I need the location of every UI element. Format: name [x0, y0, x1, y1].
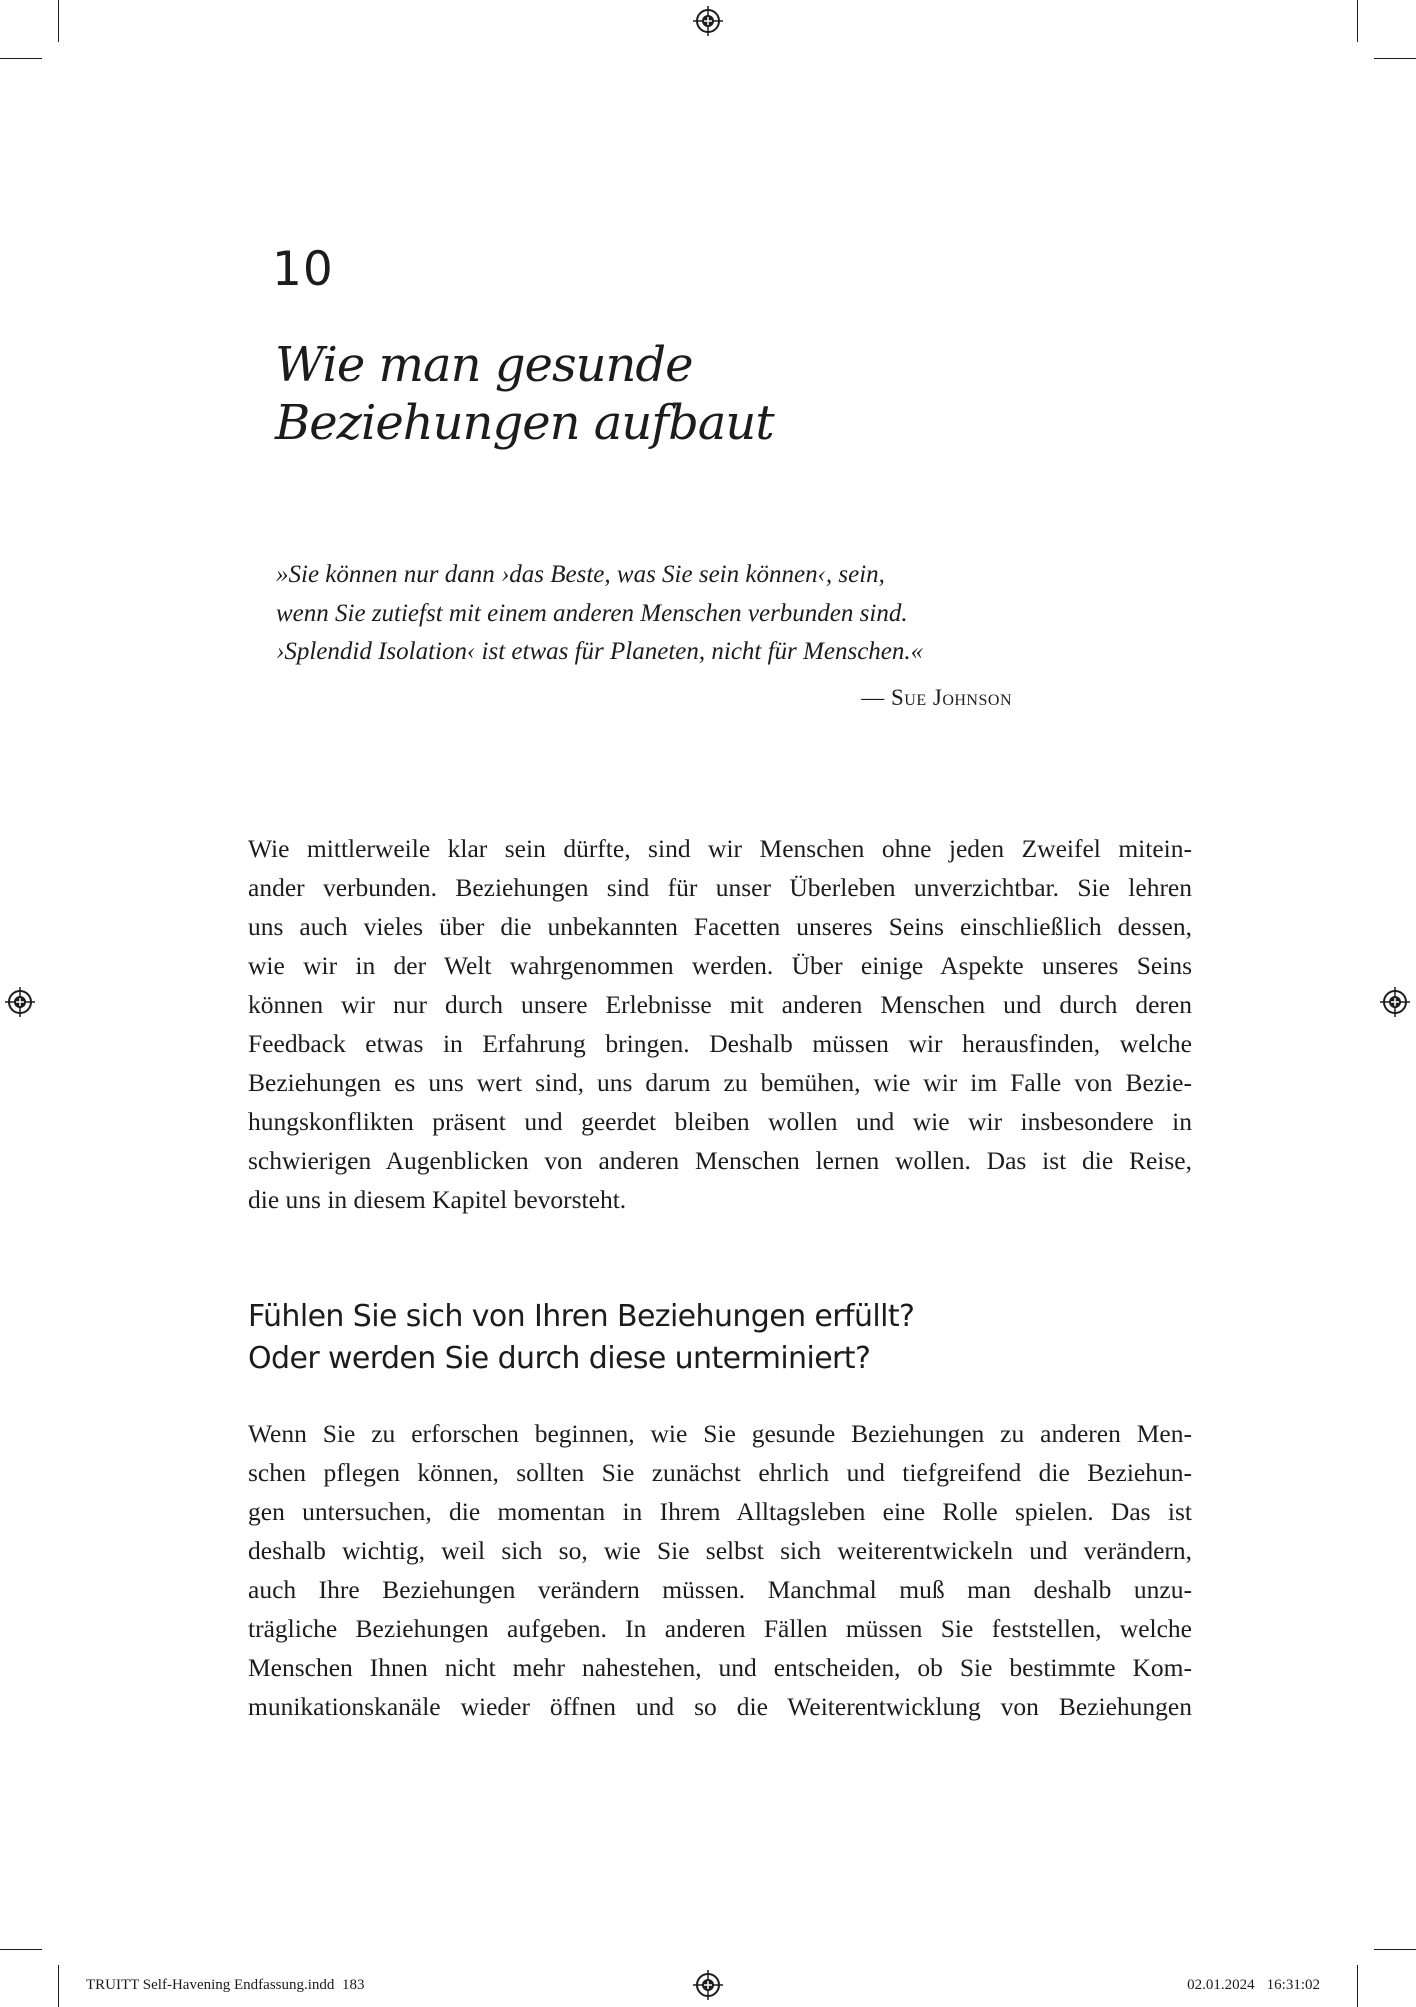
- crop-mark-bottom-right-horizontal: [1374, 1949, 1416, 1950]
- text-line: wie wir in der Welt wahrgenommen werden. Über einige Aspekte unseres Seins: [248, 951, 1192, 980]
- text-line: Wie mittlerweile klar sein dürfte, sind wir Menschen ohne jeden Zweifel mitein-: [248, 834, 1192, 863]
- registration-mark-icon: [5, 987, 35, 1017]
- crop-mark-bottom-right-vertical: [1357, 1965, 1358, 2007]
- slug-timestamp: [1187, 1976, 1320, 1994]
- slug-filename: TRUITT Self-Havening Endfassung.indd: [86, 1977, 335, 1993]
- text-line: auch Ihre Beziehungen verändern müssen. Manchmal muß man deshalb unzu-: [248, 1575, 1192, 1604]
- chapter-title-line: Beziehungen aufbaut: [275, 395, 774, 451]
- epigraph-attribution: [276, 683, 1012, 713]
- attribution-author: Sue Johnson: [891, 685, 1012, 710]
- crop-mark-top-left-horizontal: [0, 58, 42, 59]
- text-line: die uns in diesem Kapitel bevorsteht.: [248, 1185, 627, 1214]
- slug-time: 16:31:02: [1266, 1977, 1320, 1993]
- chapter-number: 10: [272, 242, 334, 297]
- text-line: hungskonflikten präsent und geerdet bleiben wollen und wie wir insbesondere in: [248, 1107, 1192, 1136]
- text-line: schen pflegen können, sollten Sie zunächst ehrlich und tiefgreifend die Beziehun-: [248, 1458, 1192, 1487]
- text-line: schwierigen Augenblicken von anderen Menschen lernen wollen. Das ist die Reise,: [248, 1146, 1192, 1175]
- epigraph-line: ›Splendid Isolation‹ ist etwas für Planeten, nicht für Menschen.«: [276, 638, 924, 665]
- body-paragraph-section: [248, 1414, 1192, 1726]
- text-line: gen untersuchen, die momentan in Ihrem Alltagsleben eine Rolle spielen. Das ist: [248, 1497, 1192, 1526]
- section-heading-line: Oder werden Sie durch diese unterminiert?: [248, 1341, 871, 1376]
- text-line: uns auch vieles über die unbekannten Facetten unseres Seins einschließlich dessen,: [248, 912, 1192, 941]
- epigraph-line: wenn Sie zutiefst mit einem anderen Menschen verbunden sind.: [276, 599, 908, 627]
- text-line: Wenn Sie zu erforschen beginnen, wie Sie gesunde Beziehungen zu anderen Men-: [248, 1419, 1192, 1448]
- chapter-title: [275, 336, 1075, 452]
- text-line: ander verbunden. Beziehungen sind für unser Überleben unverzichtbar. Sie lehren: [248, 873, 1192, 902]
- crop-mark-top-left-vertical: [58, 0, 59, 42]
- crop-mark-top-right-horizontal: [1374, 58, 1416, 59]
- text-line: Feedback etwas in Erfahrung bringen. Deshalb müssen wir herausfinden, welche: [248, 1029, 1192, 1058]
- text-line: deshalb wichtig, weil sich so, wie Sie selbst sich weiterentwickeln und verändern,: [248, 1536, 1192, 1565]
- chapter-title-line: Wie man gesunde: [275, 337, 693, 393]
- crop-mark-bottom-left-vertical: [58, 1965, 59, 2007]
- slug-page-number: 183: [341, 1977, 365, 1993]
- slug-file-info: [86, 1976, 364, 1994]
- attribution-dash: —: [861, 685, 885, 710]
- registration-mark-icon: [693, 6, 723, 36]
- slug-date: 02.01.2024: [1187, 1977, 1255, 1993]
- text-line: Beziehungen es uns wert sind, uns darum zu bemühen, wie wir im Falle von Bezie-: [248, 1068, 1192, 1097]
- text-line: Menschen Ihnen nicht mehr nahestehen, und entscheiden, ob Sie bestimmte Kom-: [248, 1653, 1192, 1682]
- text-line: munikationskanäle wieder öffnen und so die Weiterentwicklung von Beziehungen: [248, 1692, 1192, 1721]
- registration-mark-icon: [1380, 987, 1410, 1017]
- epigraph-line: »Sie können nur dann ›das Beste, was Sie sein können‹, sein,: [276, 561, 885, 588]
- crop-mark-bottom-left-horizontal: [0, 1949, 42, 1950]
- text-line: trägliche Beziehungen aufgeben. In anderen Fällen müssen Sie feststellen, welche: [248, 1614, 1192, 1643]
- registration-mark-icon: [693, 1970, 723, 2000]
- epigraph-quote: [276, 556, 1036, 672]
- body-paragraph-intro: [248, 829, 1192, 1219]
- section-heading-line: Fühlen Sie sich von Ihren Beziehungen erfüllt?: [248, 1299, 915, 1334]
- section-heading: [248, 1296, 1148, 1380]
- crop-mark-top-right-vertical: [1357, 0, 1358, 42]
- text-line: können wir nur durch unsere Erlebnisse mit anderen Menschen und durch deren: [248, 990, 1192, 1019]
